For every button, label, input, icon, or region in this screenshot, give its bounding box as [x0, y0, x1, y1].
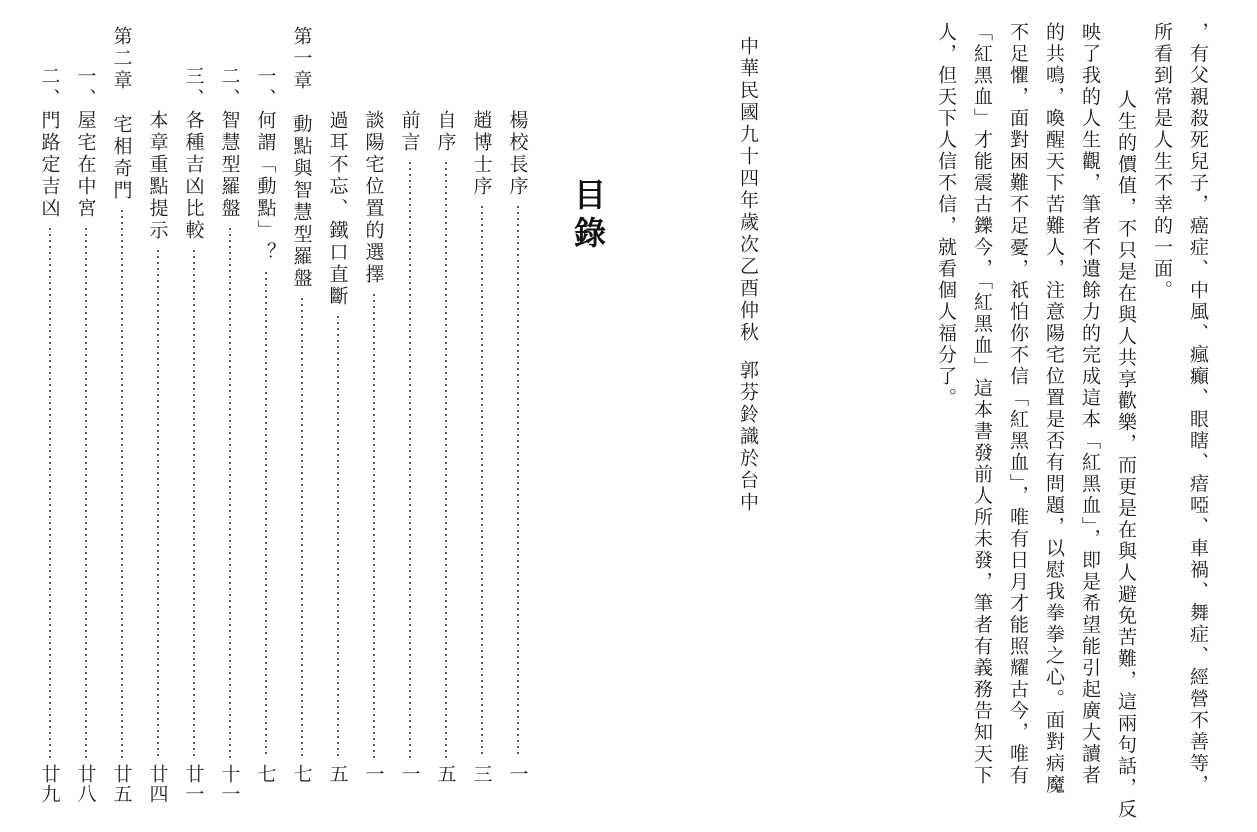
toc-entry-page: 廿四: [146, 764, 169, 804]
toc-entry-label: 第一章 動點與智慧型羅盤: [290, 26, 313, 290]
toc-entry-label: 三、各種吉凶比較: [182, 66, 205, 242]
toc-entry[interactable]: [431, 26, 461, 816]
preface-line: 人生的價值，不只是在與人共享歡樂，而更是在與人避免苦難，這兩句話，反: [1115, 68, 1137, 821]
toc-entry[interactable]: [503, 26, 533, 816]
preface-line: 人，但天下人信不信，就看個人福分了。: [935, 22, 957, 409]
toc-entry-page: 廿九: [38, 764, 61, 804]
toc-entry-page: 三: [470, 764, 493, 784]
toc-entry[interactable]: [179, 26, 209, 816]
toc-entry[interactable]: [143, 26, 173, 816]
toc-entry-page: 五: [434, 764, 457, 784]
toc-entry[interactable]: [359, 26, 389, 816]
leader-dots: [193, 248, 195, 758]
preface-line: ，有父親殺死兒子，癌症、中風、瘋癲、眼瞎、瘖啞、車禍、舞症、經營不善等，: [1187, 22, 1209, 796]
toc-entry-label: 談陽宅位置的選擇: [362, 110, 385, 286]
toc-entry-page: 廿八: [74, 764, 97, 804]
toc-entry[interactable]: [395, 26, 425, 816]
leader-dots: [337, 314, 339, 758]
toc-entry-label: 二、門路定吉凶: [38, 66, 61, 220]
leader-dots: [373, 292, 375, 758]
toc-entry-label: 楊校長序: [506, 110, 529, 198]
leader-dots: [301, 296, 303, 758]
preface-line: 所看到常是人生不幸的一面。: [1151, 22, 1173, 302]
toc-entry[interactable]: [467, 26, 497, 816]
leader-dots: [409, 160, 411, 758]
toc-entry-label: 本章重點提示: [146, 110, 169, 242]
leader-dots: [445, 160, 447, 758]
toc-entry-label: 自序: [434, 110, 457, 154]
toc-entry-page: 一: [398, 764, 421, 784]
leader-dots: [121, 208, 123, 758]
leader-dots: [49, 226, 51, 758]
toc-entry-page: 十一: [218, 764, 241, 804]
leader-dots: [481, 204, 483, 758]
toc-entry-label: 第二章 宅相奇門: [110, 26, 133, 202]
leader-dots: [157, 248, 159, 758]
toc-entry[interactable]: [35, 26, 65, 816]
toc-entry-label: 趙博士序: [470, 110, 493, 198]
preface-line: 不足懼，面對困難不足憂，祇怕你不信「紅黑血」，唯有日月才能照耀古今，唯有: [1007, 22, 1029, 787]
toc-entry-label: 過耳不忘、鐵口直斷: [326, 110, 349, 308]
toc-entry[interactable]: [215, 26, 245, 816]
toc-entry-label: 二、智慧型羅盤: [218, 66, 241, 220]
toc-entry-label: 一、屋宅在中宮: [74, 66, 97, 220]
preface-line: 「紅黑血」才能震古鑠今，「紅黑血」這本書發前人所未發，筆者有義務告知天下: [971, 22, 993, 787]
toc-entry-page: 廿五: [110, 764, 133, 804]
signature-date: 中華民國九十四年歲次乙酉仲秋: [737, 36, 759, 344]
leader-dots: [517, 204, 519, 758]
toc-entry[interactable]: [251, 26, 281, 816]
toc-entry-label: 前言: [398, 110, 421, 154]
leader-dots: [229, 226, 231, 758]
toc-entry[interactable]: [71, 26, 101, 816]
toc-chapter-heading[interactable]: [287, 26, 317, 816]
toc-chapter-heading[interactable]: [107, 26, 137, 816]
toc-entry-page: 七: [254, 764, 277, 784]
signature-name: 郭芬鈴識於台中: [737, 360, 759, 514]
toc-entry-label: 一、何謂「動點」？: [254, 66, 277, 264]
toc-entry[interactable]: [323, 26, 353, 816]
leader-dots: [265, 270, 267, 758]
preface-line: 的共鳴，喚醒天下苦難人，注意陽宅位置是否有問題，以慰我拳拳之心。面對病魔: [1043, 22, 1065, 796]
toc-entry-page: 五: [326, 764, 349, 784]
preface-line: 映了我的人生觀，筆者不遺餘力的完成這本「紅黑血」，即是希望能引起廣大讀者: [1079, 22, 1101, 787]
toc-title: 目錄: [569, 178, 607, 254]
toc-entry-page: 七: [290, 764, 313, 784]
toc-entry-page: 一: [362, 764, 385, 784]
toc-entry-page: 一: [506, 764, 529, 784]
toc-entry-page: 廿一: [182, 764, 205, 804]
leader-dots: [85, 226, 87, 758]
